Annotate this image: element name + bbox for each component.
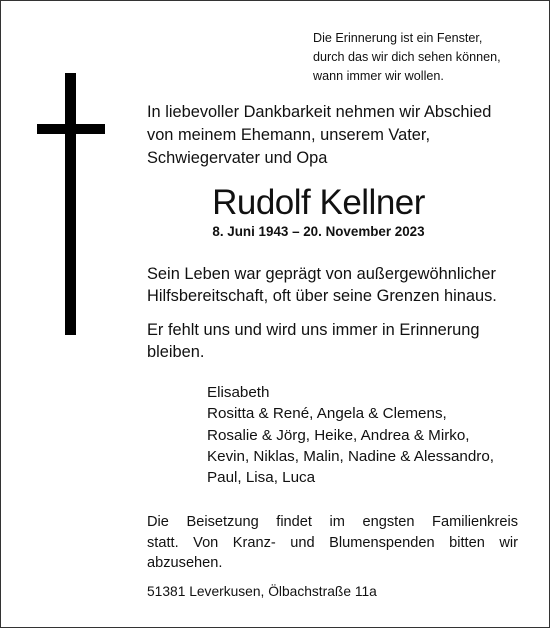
quote-line: durch das wir dich sehen können,: [313, 50, 501, 64]
intro-text: [147, 101, 537, 170]
tribute-line: Hilfsbereitschaft, oft über seine Grenzen hinaus.: [147, 287, 497, 305]
quote-line: wann immer wir wollen.: [313, 69, 444, 83]
mourners-line: Rositta & René, Angela & Clemens,: [207, 405, 447, 423]
memorial-quote: [313, 29, 543, 86]
mourners-list: [207, 382, 537, 488]
remembrance-paragraph: [147, 319, 537, 363]
life-dates: 8. Juni 1943 – 20. November 2023: [212, 224, 425, 239]
remembrance-line: bleiben.: [147, 343, 205, 361]
funeral-notice: [147, 512, 518, 574]
remembrance-line: Er fehlt uns und wird uns immer in Erinnerung: [147, 321, 480, 339]
mourners-line: Elisabeth: [207, 384, 270, 401]
intro-line: von meinem Ehemann, unserem Vater,: [147, 126, 431, 144]
mourners-line: Paul, Lisa, Luca: [207, 469, 316, 487]
quote-line: Die Erinnerung ist ein Fenster,: [313, 31, 483, 45]
funeral-notice-line: Die Beisetzung findet im engsten Familienkreis: [147, 514, 518, 530]
tribute-paragraph: [147, 263, 537, 307]
funeral-notice-line: abzusehen.: [147, 555, 223, 571]
cross-icon: [37, 73, 105, 335]
deceased-name: Rudolf Kellner: [212, 183, 425, 222]
mourners-line: Rosalie & Jörg, Heike, Andrea & Mirko,: [207, 426, 470, 444]
mourning-address: 51381 Leverkusen, Ölbachstraße 11a: [147, 584, 377, 599]
funeral-notice-line: statt. Von Kranz- und Blumenspenden bitten wir: [147, 534, 518, 551]
cross-horizontal-bar: [37, 124, 105, 134]
mourners-line: Kevin, Niklas, Malin, Nadine & Alessandro,: [207, 447, 495, 465]
tribute-line: Sein Leben war geprägt von außergewöhnlicher: [147, 265, 496, 283]
cross-vertical-bar: [65, 73, 76, 335]
intro-line: In liebevoller Dankbarkeit nehmen wir Abschied: [147, 103, 492, 121]
intro-line: Schwiegervater und Opa: [147, 149, 328, 167]
